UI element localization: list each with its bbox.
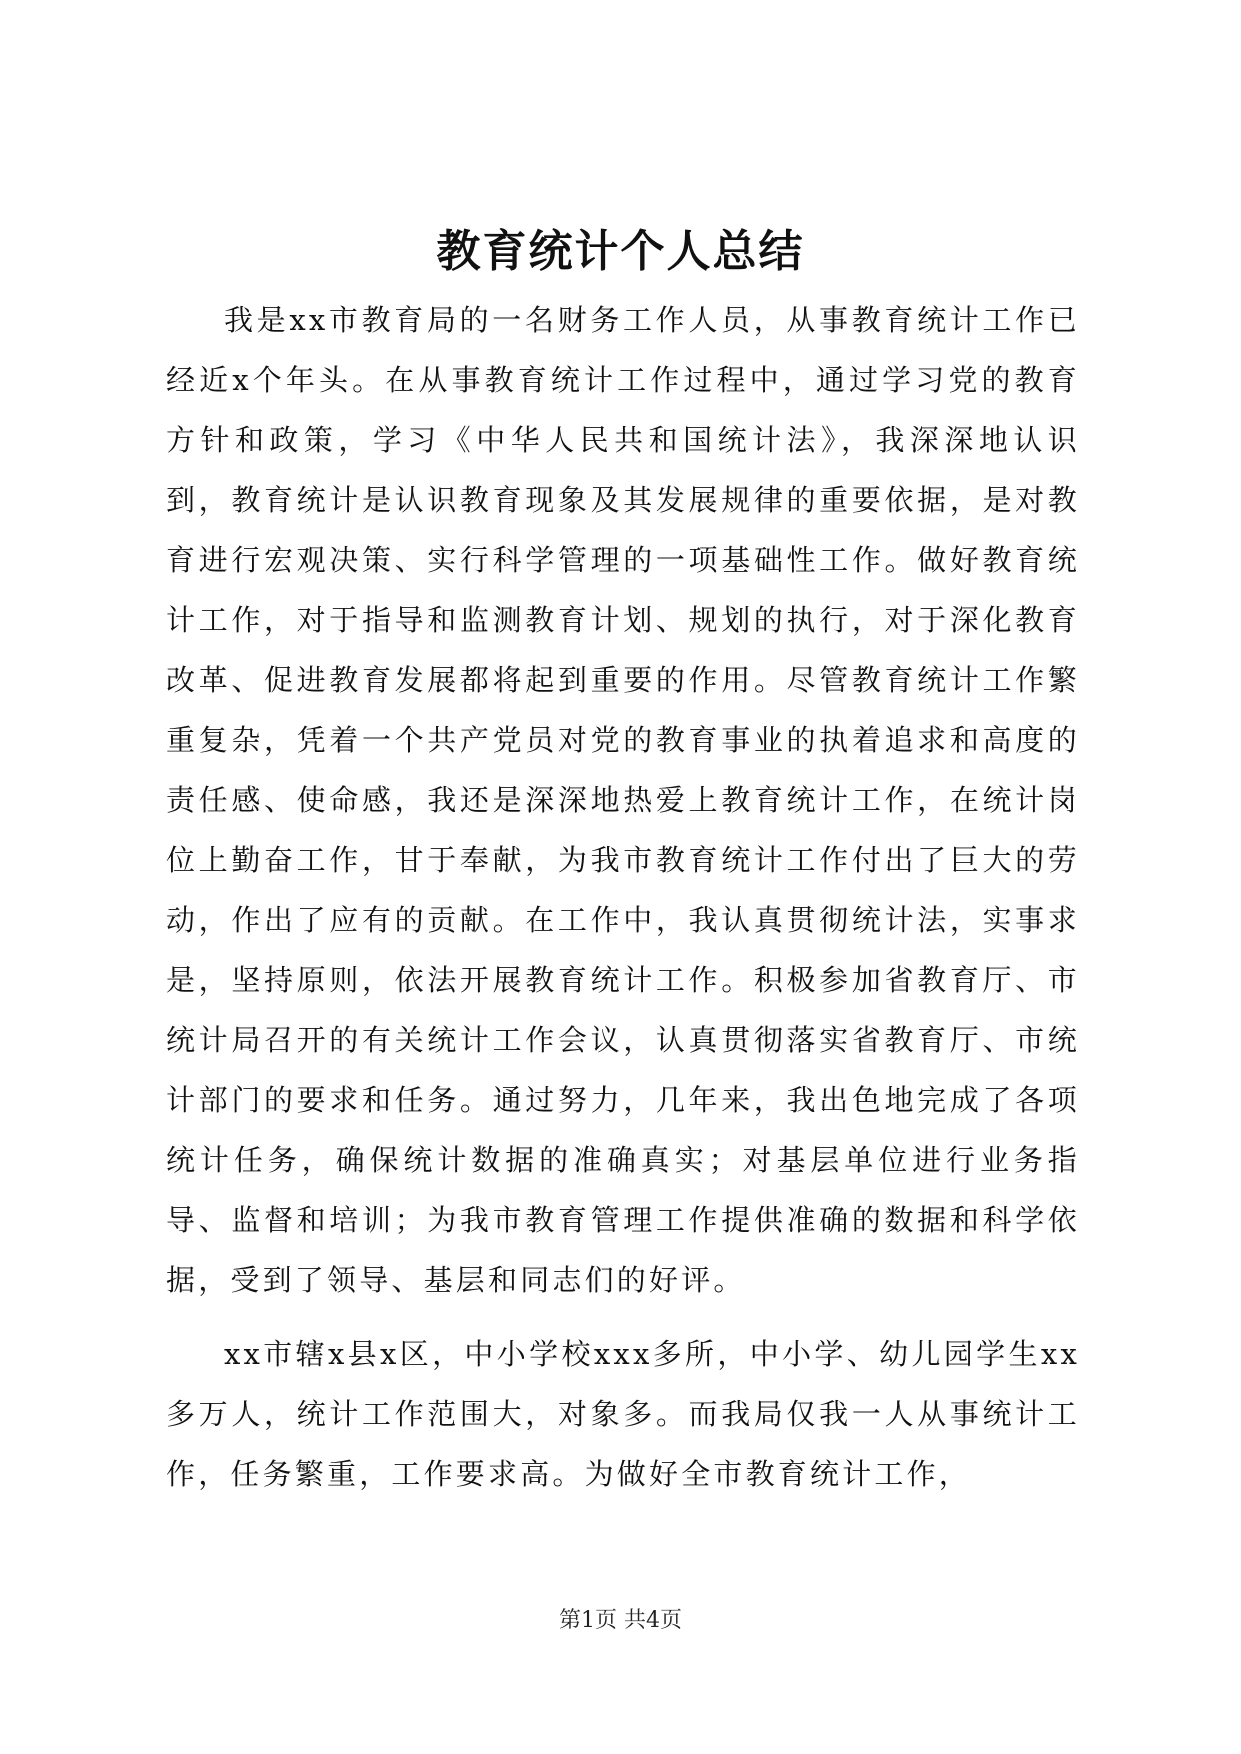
document-title: 教育统计个人总结 [436,226,805,277]
page-footer: 第1页 共4页 [559,1608,682,1633]
paragraph: xx市辖x县x区，中小学校xxx多所，中小学、幼儿园学生xx多万人，统计工作范围大，对象多。而我局仅我一人从事统计工作，任务繁重，工作要求高。为做好全市教育统计工作， [166,1337,1080,1491]
document-body [166,290,1080,1504]
paragraph: 我是xx市教育局的一名财务工作人员，从事教育统计工作已经近x个年头。在从事教育统计工作过程中，通过学习党的教育方针和政策，学习《中华人民共和国统计法》，我深深地认识到，教育统计是认识教育现象及其发展规律的重要依据，是对教育进行宏观决策、实行科学管理的一项基础性工作。做好教育统计工作，对于指导和监测教育计划、规划的执行，对于深化教育改革、促进教育发展都将起到重要的作用。尽管教育统计工作繁重复杂，凭着一个共产党员对党的教育事业的执着追求和高度的责任感、使命感，我还是深深地热爱上教育统计工作，在统计岗位上勤奋工作，甘于奉献，为我市教育统计工作付出了巨大的劳动，作出了应有的贡献。在工作中，我认真贯彻统计法，实事求是，坚持原则，依法开展教育统计工作。积极参加省教育厅、市统计局召开的有关统计工作会议，认真贯彻落实省教育厅、市统计部门的要求和任务。通过努力，几年来，我出色地完成了各项统计任务，确保统计数据的准确真实；对基层单位进行业务指导、监督和培训；为我市教育管理工作提供准确的数据和科学依据，受到了领导、基层和同志们的好评。 [166,303,1080,1297]
